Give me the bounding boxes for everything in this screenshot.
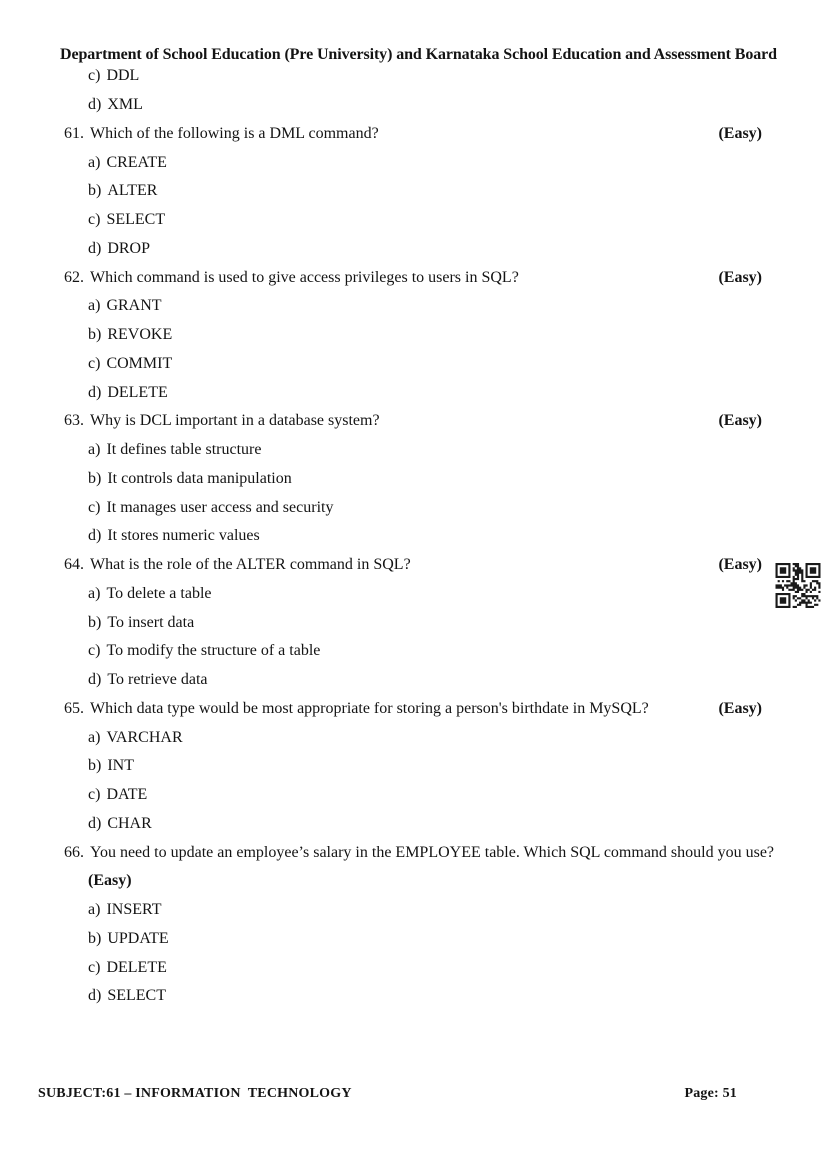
option-row (0, 148, 827, 177)
option-text: SELECT (106, 211, 166, 229)
question-text: You need to update an employee’s salary in the EMPLOYEE table. Which SQL command should you use? (90, 843, 775, 861)
option-row (0, 206, 827, 235)
option-text: To retrieve data (107, 671, 208, 689)
option-letter: c) (88, 498, 101, 516)
option-row (0, 436, 827, 465)
question-title (64, 700, 649, 718)
option-text: DDL (106, 67, 140, 85)
option-letter: d) (88, 96, 102, 114)
option-letter: a) (88, 297, 101, 315)
question-number: 65. (64, 699, 84, 717)
option-row (0, 292, 827, 321)
question-text: Why is DCL important in a database system? (90, 412, 380, 430)
option-text: ALTER (107, 182, 158, 200)
option-letter: d) (88, 527, 102, 545)
option-row (0, 637, 827, 666)
difficulty-badge: (Easy) (718, 124, 762, 142)
option-row (0, 493, 827, 522)
question-row (0, 263, 827, 292)
option-text: REVOKE (107, 326, 173, 344)
difficulty-badge: (Easy) (718, 556, 762, 574)
question-text: What is the role of the ALTER command in SQL? (90, 556, 411, 574)
option-letter: c) (88, 786, 101, 804)
option-row (0, 752, 827, 781)
difficulty-badge: (Easy) (718, 412, 762, 430)
option-letter: b) (88, 182, 102, 200)
option-row (0, 91, 827, 120)
option-text: INT (107, 757, 134, 775)
option-text: To modify the structure of a table (106, 642, 321, 660)
qr-code-icon (775, 563, 821, 608)
option-text: DELETE (107, 383, 168, 401)
option-letter: d) (88, 671, 102, 689)
option-row (0, 522, 827, 551)
option-letter: c) (88, 67, 101, 85)
difficulty-badge: (Easy) (718, 268, 762, 286)
option-letter: b) (88, 757, 102, 775)
option-letter: c) (88, 958, 101, 976)
question-number: 64. (64, 556, 84, 574)
option-letter: b) (88, 613, 102, 631)
option-row (0, 810, 827, 839)
option-letter: b) (88, 326, 102, 344)
option-text: To insert data (107, 613, 195, 631)
question-row (0, 120, 827, 149)
option-text: COMMIT (106, 354, 173, 372)
option-text: DATE (106, 786, 148, 804)
option-row (0, 235, 827, 264)
option-row (0, 896, 827, 925)
page-footer (38, 1086, 737, 1102)
question-number: 62. (64, 268, 84, 286)
question-row (0, 551, 827, 580)
question-row (0, 407, 827, 436)
option-letter: a) (88, 153, 101, 171)
option-row (0, 177, 827, 206)
option-text: UPDATE (107, 929, 169, 947)
question-row (0, 838, 827, 867)
option-letter: c) (88, 642, 101, 660)
option-letter: d) (88, 383, 102, 401)
option-letter: c) (88, 211, 101, 229)
option-text: It defines table structure (106, 441, 262, 459)
option-row (0, 350, 827, 379)
option-row (0, 953, 827, 982)
option-text: CHAR (107, 814, 152, 832)
option-letter: d) (88, 987, 102, 1005)
option-row (0, 465, 827, 494)
option-row (0, 378, 827, 407)
option-row (0, 666, 827, 695)
option-text: XML (107, 96, 143, 114)
option-letter: a) (88, 901, 101, 919)
option-row (0, 62, 827, 91)
question-title (64, 412, 380, 430)
option-row (0, 781, 827, 810)
question-number: 63. (64, 412, 84, 430)
question-title (64, 125, 379, 143)
option-row (0, 321, 827, 350)
footer-page-number: Page: 51 (684, 1086, 737, 1101)
option-letter: b) (88, 469, 102, 487)
question-number: 66. (64, 843, 84, 861)
option-text: VARCHAR (106, 728, 183, 746)
difficulty-row (0, 867, 827, 896)
option-row (0, 580, 827, 609)
option-text: It controls data manipulation (107, 469, 292, 487)
question-title (64, 269, 519, 287)
option-text: To delete a table (106, 584, 212, 602)
option-text: DROP (107, 239, 151, 257)
option-text: CREATE (106, 153, 167, 171)
option-letter: a) (88, 441, 101, 459)
option-text: It manages user access and security (106, 498, 334, 516)
question-title (64, 556, 411, 574)
option-letter: c) (88, 354, 101, 372)
question-text: Which command is used to give access privileges to users in SQL? (90, 268, 519, 286)
questions-area (0, 62, 827, 1011)
option-row (0, 723, 827, 752)
question-text: Which data type would be most appropriate for storing a person's birthdate in MySQL? (90, 699, 649, 717)
option-text: DELETE (106, 958, 167, 976)
footer-subject: SUBJECT:61 – INFORMATION TECHNOLOGY (38, 1086, 352, 1101)
question-row (0, 695, 827, 724)
option-row (0, 925, 827, 954)
option-text: SELECT (107, 987, 166, 1005)
option-text: GRANT (106, 297, 162, 315)
page-header: Department of School Education (Pre University) and Karnataka School Education and Assessment Board (60, 46, 777, 63)
option-letter: a) (88, 728, 101, 746)
option-letter: b) (88, 929, 102, 947)
option-letter: a) (88, 584, 101, 602)
question-title (64, 844, 774, 862)
option-text: It stores numeric values (107, 527, 260, 545)
question-text: Which of the following is a DML command? (90, 124, 379, 142)
difficulty-badge: (Easy) (88, 872, 132, 890)
option-text: INSERT (106, 901, 162, 919)
option-row (0, 982, 827, 1011)
option-row (0, 608, 827, 637)
option-letter: d) (88, 239, 102, 257)
question-number: 61. (64, 124, 84, 142)
difficulty-badge: (Easy) (718, 699, 762, 717)
option-letter: d) (88, 814, 102, 832)
